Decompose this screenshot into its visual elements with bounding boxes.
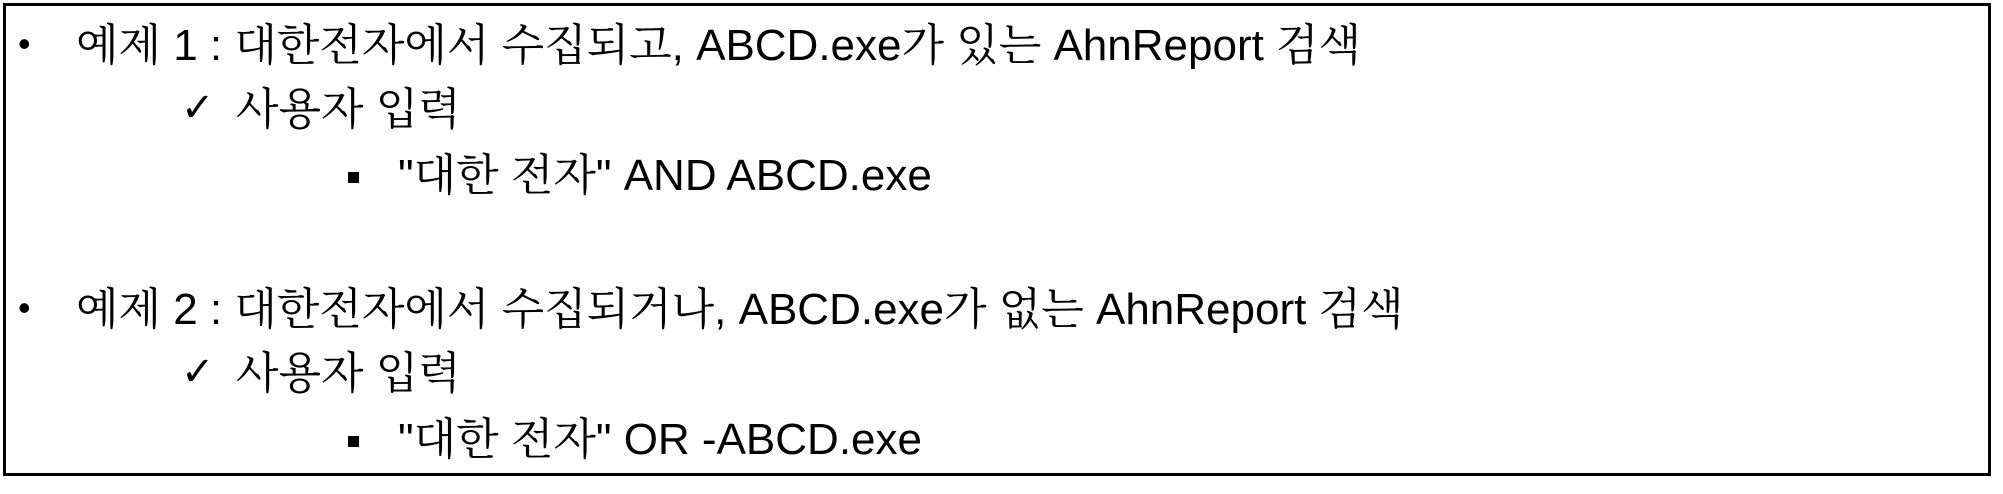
checkmark-icon: ✓ [181, 86, 215, 130]
example-2-sub-label: 사용자 입력 [236, 349, 461, 398]
example-2-title: 예제 2 : 대한전자에서 수집되거나, ABCD.exe가 없는 AhnReport 검색 [76, 285, 1404, 334]
example-1-query: "대한 전자" AND ABCD.exe [398, 151, 932, 200]
square-bullet-icon [348, 172, 359, 183]
checkmark-icon: ✓ [181, 350, 215, 394]
example-2-query: "대한 전자" OR -ABCD.exe [398, 415, 922, 464]
content-box [3, 3, 1991, 476]
bullet-icon: • [18, 23, 31, 64]
example-1-sub-label: 사용자 입력 [236, 85, 461, 134]
example-1-title: 예제 1 : 대한전자에서 수집되고, ABCD.exe가 있는 AhnReport 검색 [76, 21, 1362, 70]
square-bullet-icon [348, 436, 359, 447]
bullet-icon: • [18, 287, 31, 328]
